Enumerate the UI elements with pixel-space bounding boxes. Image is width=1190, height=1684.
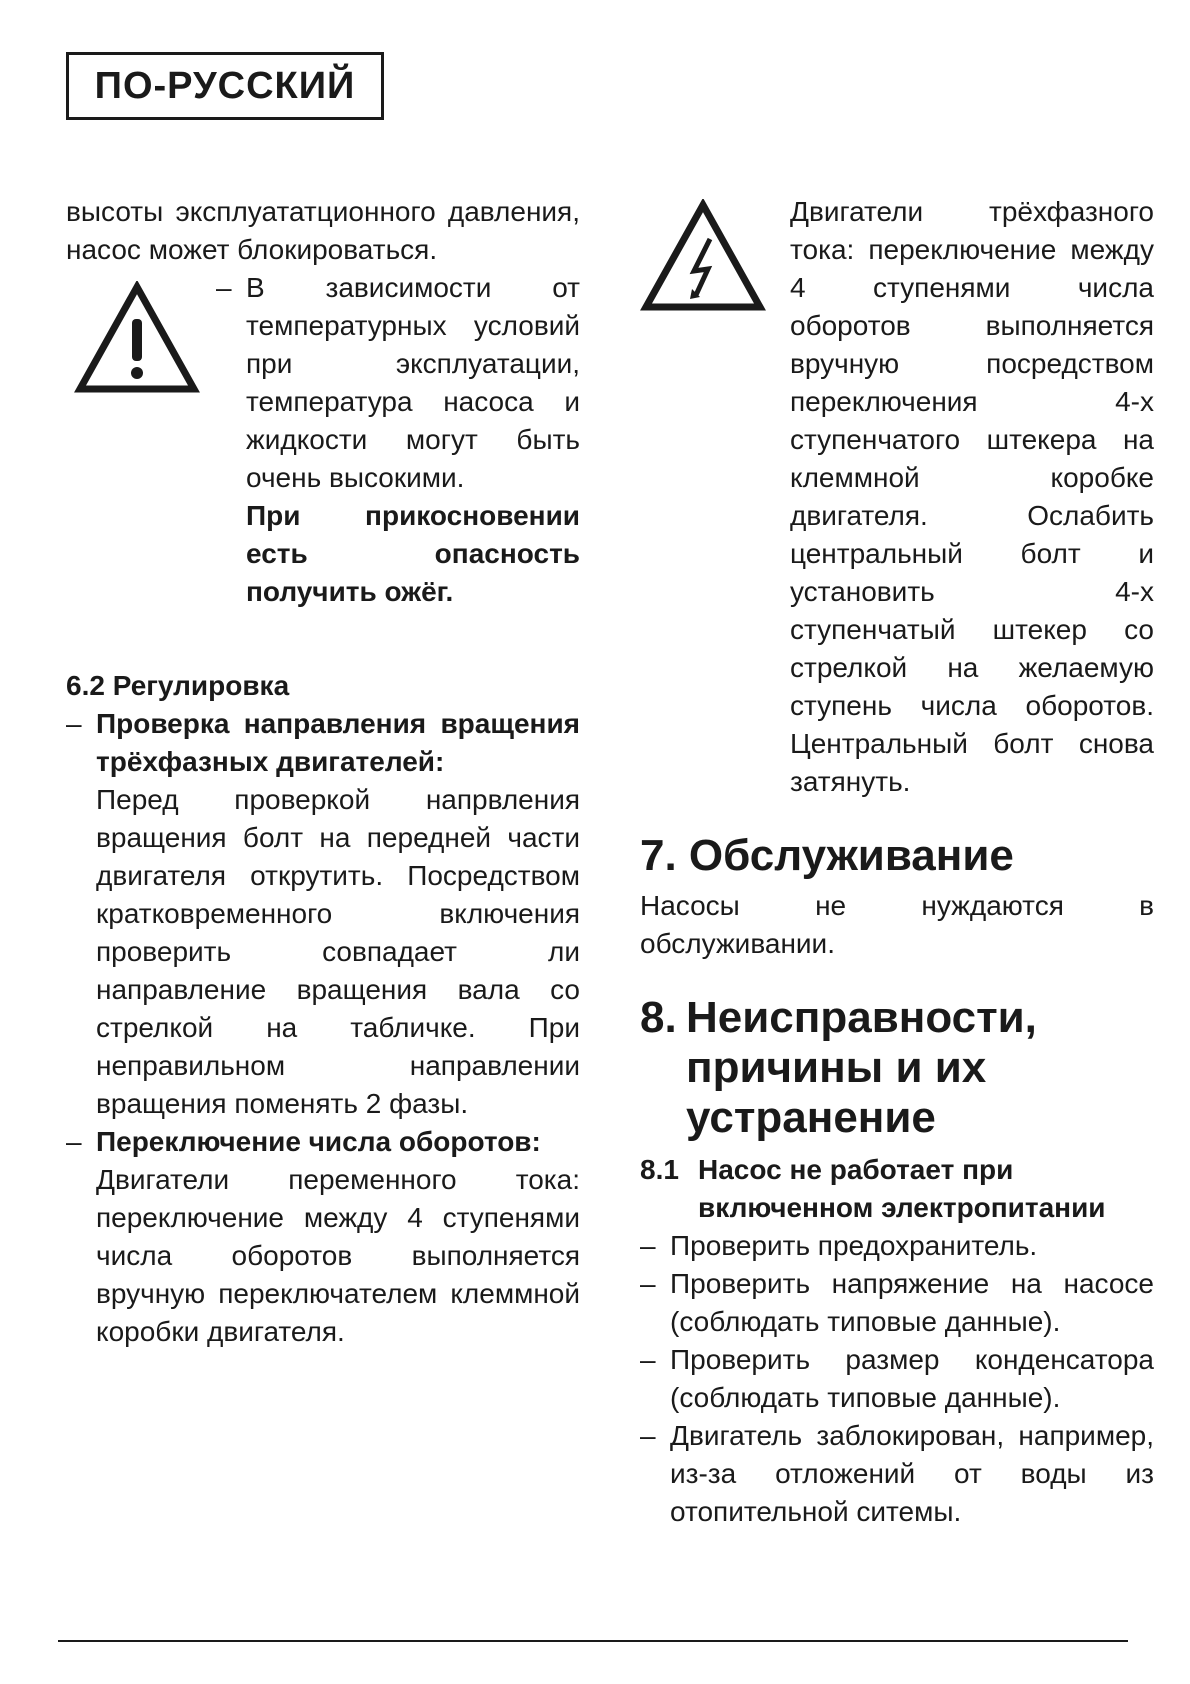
section-7-text: Насосы не нуждаются в обслуживании.: [640, 890, 1154, 959]
high-voltage-warning-icon: [640, 199, 766, 313]
heat-warning-block: [66, 269, 580, 649]
left-column: [66, 193, 580, 1351]
section-8-number: 8.: [640, 993, 677, 1042]
heat-warning-text: В зависимости от температурных условий при эксплуатации, температура насоса и жидкости могут быть очень высокими.: [246, 272, 580, 493]
rotation-check-heading: Проверка направления вращения трёхфазных двигателей:: [96, 708, 580, 777]
section-6-2-title: Регулировка: [112, 670, 290, 701]
warning-exclamation-icon: [74, 281, 200, 395]
motor-blocked-text: Двигатель заблокирован, например, из-за отложений от воды из отопительной ситемы.: [670, 1420, 1154, 1527]
rotation-check-item: [66, 705, 580, 1123]
intro-paragraph: высоты эксплуататционного давления, насос может блокироваться.: [66, 196, 580, 265]
list-dash: –: [640, 1230, 656, 1261]
list-dash: –: [640, 1420, 656, 1451]
rotation-check-text: Перед проверкой напрвления вращения болт на передней части двигателя открутить. Посредством кратковременного включения проверить совпадает ли направление вращения вала со стрелкой на табличке. При неправильном направлении вращения поменять 2 фазы.: [96, 784, 580, 1119]
burn-warning-text: При прикосновении есть опасность получить ожёг.: [246, 500, 580, 607]
section-8-title: Неисправности, причины и их устранение: [686, 993, 1037, 1142]
three-phase-text: Двигатели трёхфазного тока: переключение между 4 ступенями числа оборотов выполняется вручную посредством переключения 4-х ступенчатого штекера на клеммной коробке двигателя. Ослабить центральный болт и установить 4-х ступенчатый штекер со стрелкой на желаемую ступень числа оборотов. Центральный болт снова затянуть.: [790, 196, 1154, 797]
warning-dash: –: [216, 272, 232, 303]
language-label: ПО-РУССКИЙ: [66, 52, 384, 120]
list-item: [640, 1265, 1154, 1341]
section-8-1-number: 8.1: [640, 1154, 679, 1185]
section-6-2-number: 6.2: [66, 670, 105, 701]
section-6-2-heading: [66, 667, 580, 705]
list-dash: –: [66, 708, 82, 739]
list-item: [640, 1227, 1154, 1265]
speed-switch-text: Двигатели переменного тока: переключение между 4 ступенями числа оборотов выполняется вручную переключателем клеммной коробки двигателя.: [96, 1164, 580, 1347]
section-8-1-title: Насос не работает при включенном электропитании: [698, 1154, 1106, 1223]
check-fuse-text: Проверить предохранитель.: [670, 1230, 1038, 1261]
list-item: [640, 1341, 1154, 1417]
electric-warning-block: [640, 193, 1154, 801]
section-8-1-heading: [640, 1151, 1154, 1227]
speed-switch-heading: Переключение числа оборотов:: [96, 1126, 541, 1157]
footer-divider: [58, 1640, 1128, 1642]
speed-switch-item: [66, 1123, 580, 1351]
list-dash: –: [66, 1126, 82, 1157]
list-dash: –: [640, 1344, 656, 1375]
right-column: [640, 193, 1154, 1531]
section-8-heading: [640, 993, 1154, 1143]
section-7-title: 7. Обслуживание: [640, 831, 1014, 880]
check-voltage-text: Проверить напряжение на насосе (соблюдать типовые данные).: [670, 1268, 1154, 1337]
list-item: [640, 1417, 1154, 1531]
list-dash: –: [640, 1268, 656, 1299]
check-capacitor-text: Проверить размер конденсатора (соблюдать типовые данные).: [670, 1344, 1154, 1413]
